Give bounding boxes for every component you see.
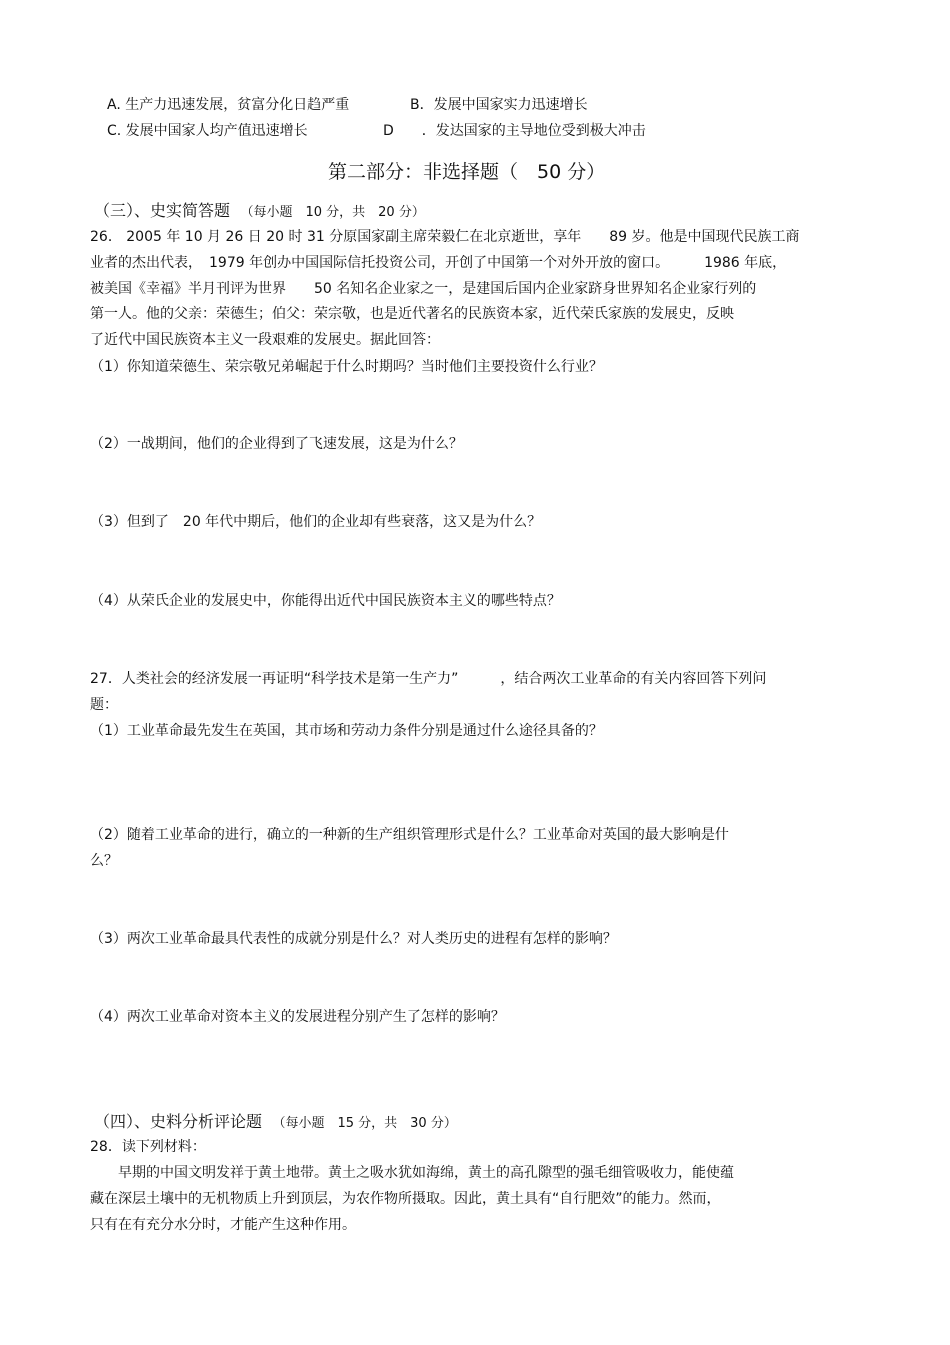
q28-line-2: 藏在深层土壤中的无机物质上升到顶层，为农作物所摄取。因此，黄土具有“自行肥效”的能力。然而， [90,1191,721,1207]
q27-sub-1: （1）工业革命最先发生在英国，其市场和劳动力条件分别是通过什么途径具备的？ [90,723,603,739]
q26-line-2: 业者的杰出代表， 1979 年创办中国国际信托投资公司，开创了中国第一个对外开放的窗口。 1986 年底， [90,255,787,271]
q26-line-3: 被美国《幸福》半月刊评为世界 50 名知名企业家之一，是建国后国内企业家跻身世界知名企业家行列的 [90,281,757,297]
section4-title: （四）、史料分析评论题 [94,1112,263,1131]
option-d: D ．发达国家的主导地位受到极大冲击 [383,123,646,139]
q27-line-1: 27．人类社会的经济发展一再证明“科学技术是第一生产力” ，结合两次工业革命的有关内容回答下列问 [90,671,767,687]
q26-line-5: 了近代中国民族资本主义一段艰难的发展史。据此回答： [90,332,440,348]
section3-title: （三）、史实简答题 [94,201,231,220]
q27-sub-2: （2）随着工业革命的进行，确立的一种新的生产组织管理形式是什么？工业革命对英国的最大影响是什 [90,827,729,843]
q28-intro: 28．读下列材料： [90,1139,206,1155]
q27-line-2: 题： [90,697,118,713]
q26-sub-2: （2）一战期间，他们的企业得到了飞速发展，这是为什么？ [90,436,463,452]
option-a: A. 生产力迅速发展，贫富分化日趋严重 [107,97,350,113]
part2-title: 第二部分：非选择题（ 50 分） [328,161,606,183]
q27-sub-2-cont: 么？ [90,853,118,869]
q27-sub-4: （4）两次工业革命对资本主义的发展进程分别产生了怎样的影响？ [90,1009,505,1025]
section3-note: （每小题 10 分，共 20 分） [240,205,425,220]
section4-note: （每小题 15 分，共 30 分） [272,1116,457,1131]
q26-sub-1: （1）你知道荣德生、荣宗敬兄弟崛起于什么时期吗？当时他们主要投资什么行业？ [90,359,603,375]
q28-line-1: 早期的中国文明发祥于黄土地带。黄土之吸水犹如海绵，黄土的高孔隙型的强毛细管吸收力，能使蕴 [118,1165,734,1181]
option-c: C. 发展中国家人均产值迅速增长 [107,123,308,139]
q26-line-4: 第一人。他的父亲：荣德生；伯父：荣宗敬，也是近代著名的民族资本家，近代荣氏家族的发展史，反映 [90,306,734,322]
q26-sub-3: （3）但到了 20 年代中期后，他们的企业却有些衰落，这又是为什么？ [90,514,542,530]
q26-sub-4: （4）从荣氏企业的发展史中，你能得出近代中国民族资本主义的哪些特点？ [90,593,561,609]
q26-line-1: 26． 2005 年 10 月 26 日 20 时 31 分原国家副主席荣毅仁在北京逝世，享年 89 岁。他是中国现代民族工商 [90,229,800,245]
q28-line-3: 只有在有充分水分时，才能产生这种作用。 [90,1217,356,1233]
section4-heading [94,1112,457,1133]
option-b: B．发展中国家实力迅速增长 [410,97,588,113]
section3-heading [94,201,425,222]
q27-sub-3: （3）两次工业革命最具代表性的成就分别是什么？对人类历史的进程有怎样的影响？ [90,931,617,947]
